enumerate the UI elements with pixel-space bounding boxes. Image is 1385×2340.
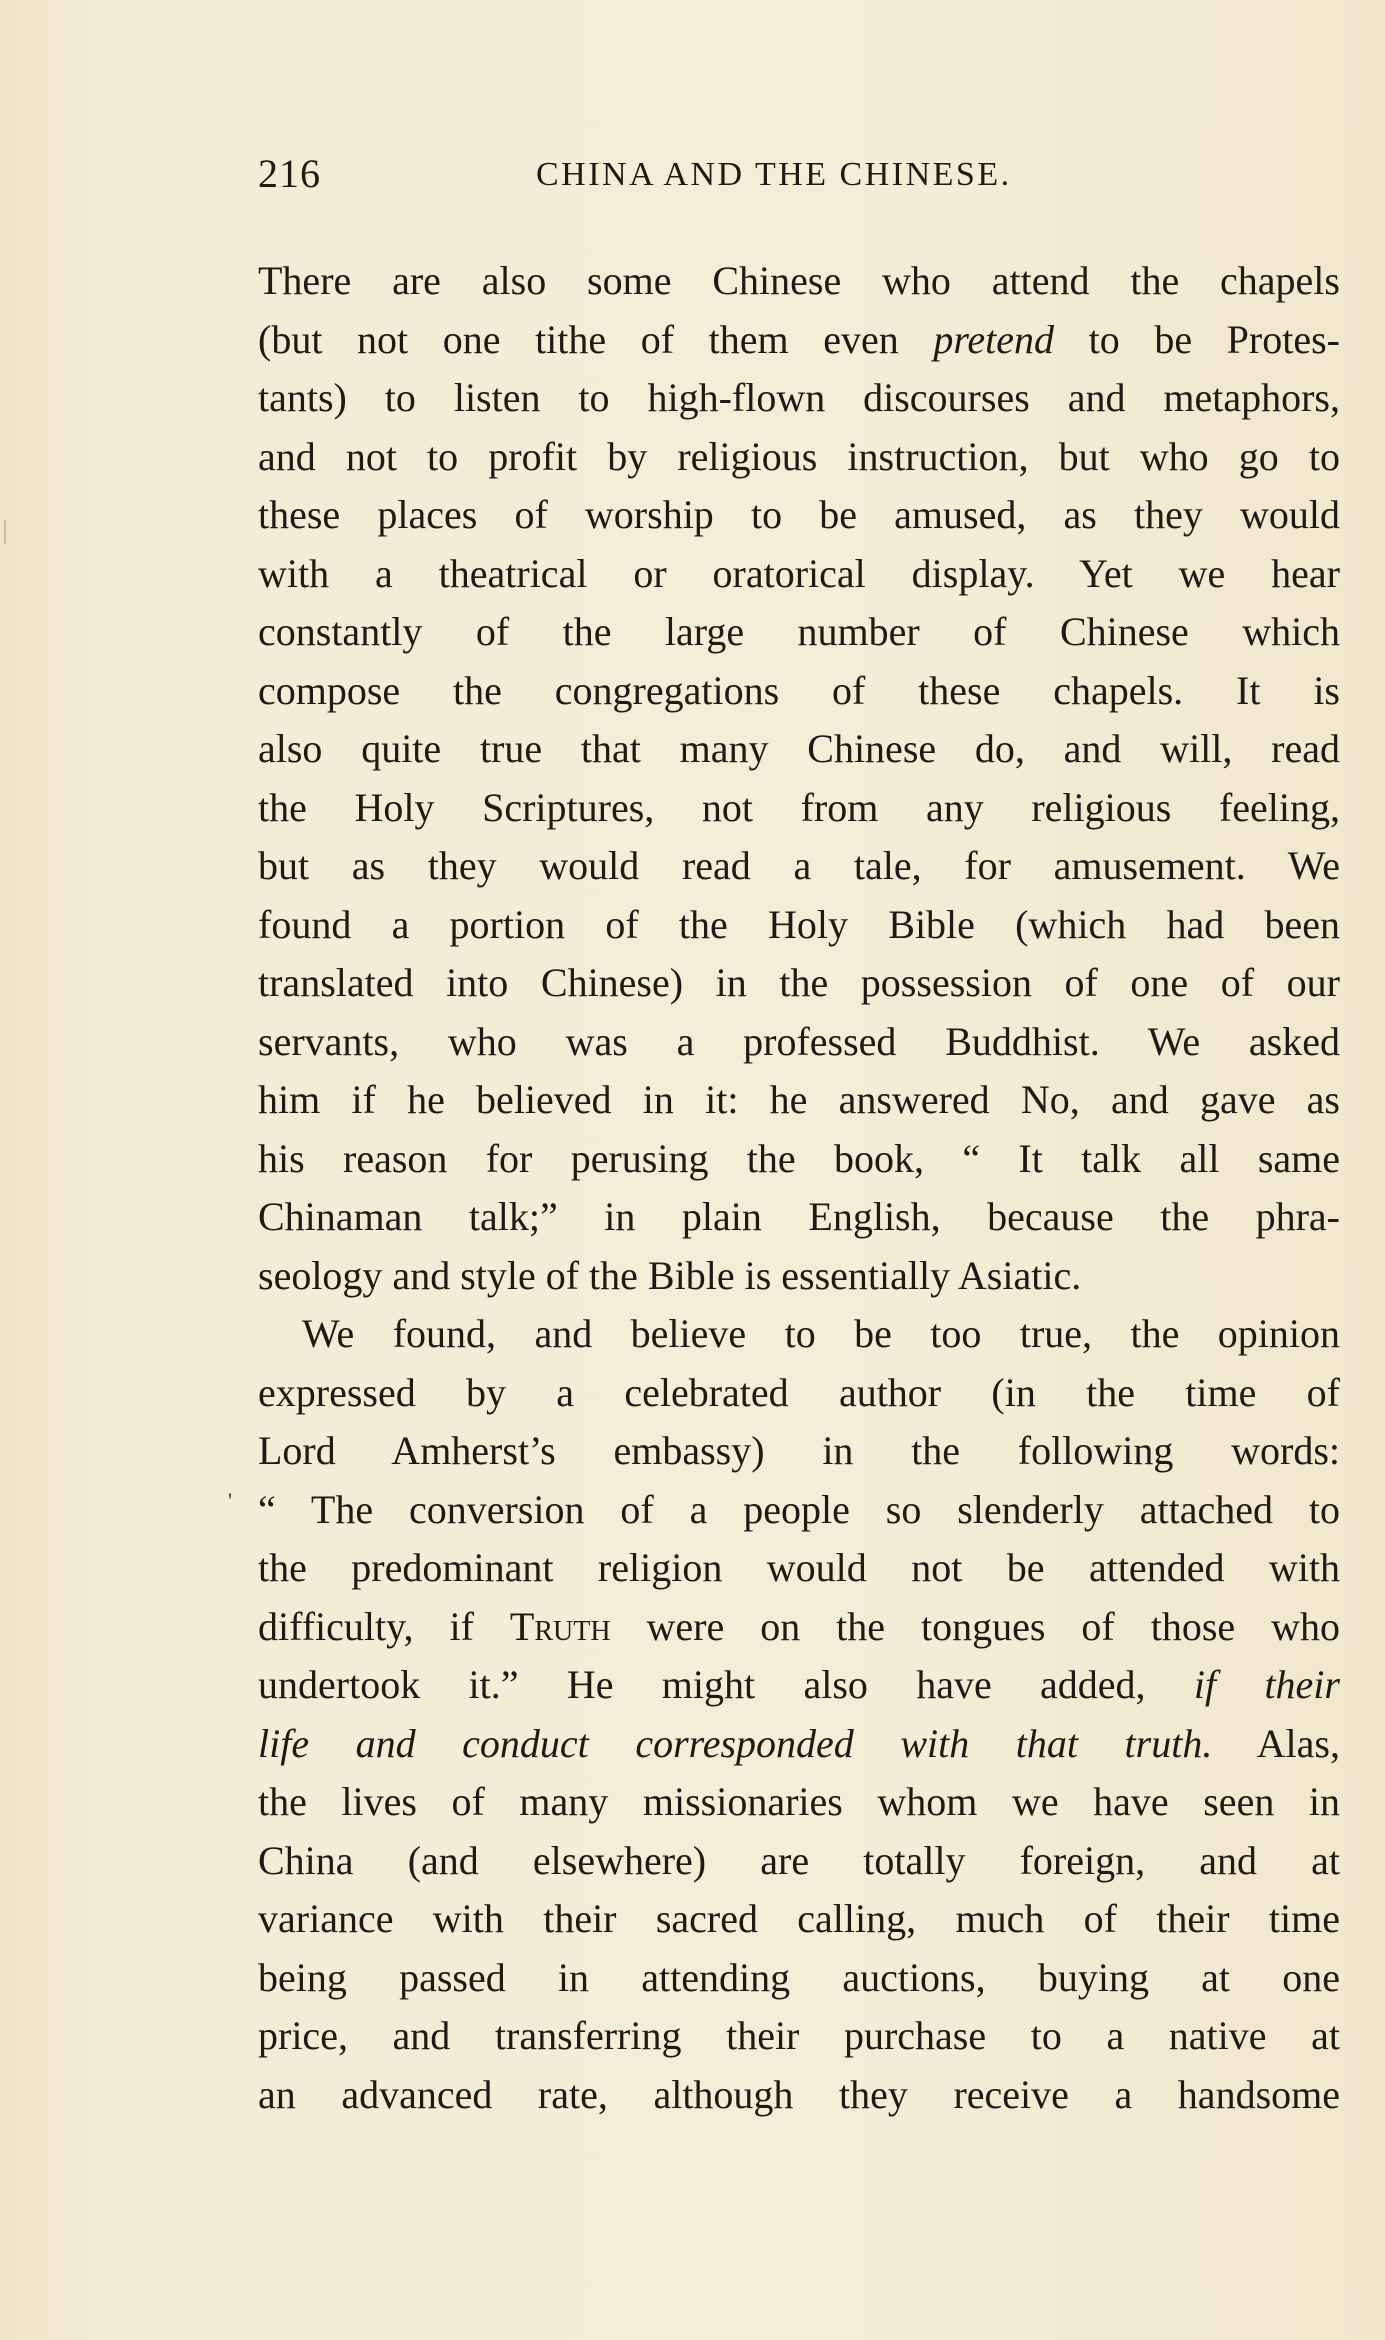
page-header [258,150,1338,210]
text-line: the Holy Scriptures, not from any religious feeling, [258,784,1340,830]
text-line: Chinaman talk;” in plain English, because the phra- [258,1194,1340,1239]
page-edge-mark [4,520,6,544]
margin-mark: ' [228,1488,232,1513]
text-line: the lives of many missionaries whom we have seen in [258,1779,1340,1824]
text-line: an advanced rate, although they receive a handsome [258,2071,1340,2117]
text-span: to be Protes- [1054,316,1341,362]
text-line: translated into Chinese) in the possession of one of our [258,960,1340,1005]
text-line: servants, who was a professed Buddhist. We asked [258,1018,1340,1064]
text-line: variance with their sacred calling, much of their time [258,1896,1340,1941]
italic-span: life and conduct corresponded with that truth. [258,1720,1213,1766]
text-line: Lord Amherst’s embassy) in the following words: [258,1428,1340,1473]
text-line: these places of worship to be amused, as they would [258,492,1340,537]
text-line: with a theatrical or oratorical display. Yet we hear [258,550,1340,596]
text-line: tants) to listen to high-flown discourses and metaphors, [258,375,1340,420]
text-line: compose the congregations of these chapels. It is [258,667,1340,713]
running-title: CHINA AND THE CHINESE. [536,156,1012,193]
italic-span: pretend [933,316,1055,362]
text-span: (but not one tithe of them even [258,316,934,362]
text-line [258,1656,1340,1715]
text-line: “ The conversion of a people so slenderly attached to [258,1486,1340,1532]
text-line: China (and elsewhere) are totally foreign, and at [258,1837,1340,1883]
text-line [258,1598,1340,1657]
page-number: 216 [258,151,321,196]
text-line [258,311,1340,370]
text-span: difficulty, if [258,1603,510,1649]
text-line: the predominant religion would not be attended with [258,1545,1340,1590]
text-line: There are also some Chinese who attend the chapels [258,258,1340,303]
text-line: seology and style of the Bible is essentially Asiatic. [258,1252,1082,1298]
text-line: We found, and believe to be too true, the opinion [302,1311,1340,1356]
text-line: expressed by a celebrated author (in the time of [258,1369,1340,1415]
text-span: Alas, [1212,1720,1340,1766]
text-line [258,1715,1340,1774]
small-caps-span: Truth [509,1603,611,1649]
text-line: him if he believed in it: he answered No, and gave as [258,1077,1340,1122]
body-text [258,252,1340,2124]
text-line: price, and transferring their purchase to a native at [258,2013,1340,2058]
text-line: being passed in attending auctions, buying at one [258,1954,1340,2000]
text-line: also quite true that many Chinese do, and will, read [258,726,1340,771]
text-line: and not to profit by religious instruction, but who go to [258,433,1340,479]
text-line: found a portion of the Holy Bible (which had been [258,901,1340,947]
text-line: constantly of the large number of Chinese which [258,609,1340,654]
text-span: were on the tongues of those who [610,1603,1340,1649]
text-span: undertook it.” He might also have added, [258,1662,1194,1707]
text-line: his reason for perusing the book, “ It talk all same [258,1135,1340,1181]
italic-span: if their [1193,1662,1340,1707]
text-line: but as they would read a tale, for amusement. We [258,843,1340,888]
